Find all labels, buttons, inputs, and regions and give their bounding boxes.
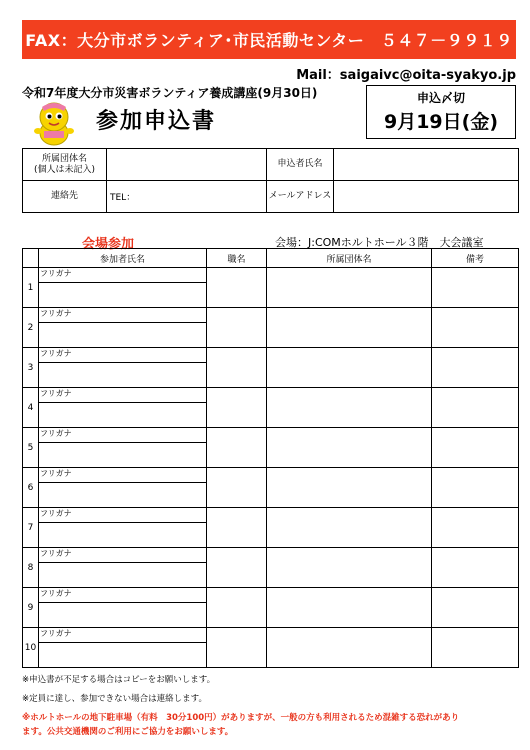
col-header-job-title: 職名 [207,249,267,268]
participant-name-input[interactable] [39,603,207,628]
course-subtitle: 令和7年度大分市災害ボランティア養成講座(9月30日) [22,86,318,100]
deadline-box [366,85,516,139]
row-number: 4 [23,388,39,428]
furigana-input[interactable]: フリガナ [39,348,207,363]
organization-input[interactable] [267,308,432,348]
registration-row [23,628,519,643]
row-number: 8 [23,548,39,588]
registration-row [23,348,519,363]
fax-banner: FAX：大分市ボランティア･市民活動センター ５４７－９９１９ [22,20,516,59]
furigana-input[interactable]: フリガナ [39,268,207,283]
organization-input[interactable] [267,428,432,468]
organization-input[interactable] [267,388,432,428]
col-header-name: 参加者氏名 [39,249,207,268]
row-number: 7 [23,508,39,548]
org-label-line1: 所属団体名 [41,153,87,164]
deadline-label: 申込〆切 [416,91,465,105]
tel-label: TEL： [110,193,136,203]
venue-info: 会場：J:COMホルトホール３階 大会議室 [275,236,484,249]
contact-label: 連絡先 [23,181,107,213]
participant-name-input[interactable] [39,403,207,428]
row-number: 10 [23,628,39,668]
job-title-input[interactable] [207,388,267,428]
furigana-input[interactable]: フリガナ [39,588,207,603]
remarks-input[interactable] [432,388,519,428]
furigana-input[interactable]: フリガナ [39,508,207,523]
organization-input[interactable] [267,508,432,548]
mascot-icon [30,100,78,150]
job-title-input[interactable] [207,428,267,468]
remarks-input[interactable] [432,548,519,588]
remarks-input[interactable] [432,268,519,308]
job-title-input[interactable] [207,588,267,628]
furigana-input[interactable]: フリガナ [39,428,207,443]
participant-name-input[interactable] [39,443,207,468]
remarks-input[interactable] [432,508,519,548]
furigana-input[interactable]: フリガナ [39,468,207,483]
note-parking [22,711,459,739]
note-parking-line1: ※ホルトホールの地下駐車場（有料 30分100円）がありますが、一般の方も利用されるため混雑する恐れがあり [22,713,460,723]
registration-row [23,388,519,403]
participant-name-input[interactable] [39,363,207,388]
row-number: 6 [23,468,39,508]
email-input[interactable] [334,181,519,213]
deadline-date: 9月19日(金) [383,111,499,133]
row-number: 9 [23,588,39,628]
registration-row [23,308,519,323]
remarks-input[interactable] [432,468,519,508]
remarks-input[interactable] [432,428,519,468]
row-number-header [23,249,39,268]
org-label [23,149,107,181]
note-parking-line2: ます。公共交通機関のご利用にご協力をお願いします。 [22,727,234,737]
page-title: 参加申込書 [96,109,217,134]
remarks-input[interactable] [432,348,519,388]
job-title-input[interactable] [207,308,267,348]
row-number: 1 [23,268,39,308]
registration-row [23,588,519,603]
col-header-remarks: 備考 [432,249,519,268]
registration-row [23,508,519,523]
organization-input[interactable] [267,628,432,668]
organization-input[interactable] [267,588,432,628]
participant-name-input[interactable] [39,563,207,588]
remarks-input[interactable] [432,628,519,668]
applicant-name-input[interactable] [334,149,519,181]
row-number: 3 [23,348,39,388]
organization-input[interactable] [267,468,432,508]
mail-address: Mail：saigaivc@oita-syakyo.jp [296,68,516,83]
job-title-input[interactable] [207,508,267,548]
job-title-input[interactable] [207,468,267,508]
furigana-input[interactable]: フリガナ [39,388,207,403]
registration-row [23,428,519,443]
remarks-input[interactable] [432,308,519,348]
org-input[interactable] [107,149,267,181]
participant-name-input[interactable] [39,643,207,668]
note-capacity: ※定員に達し、参加できない場合は連絡します。 [22,694,207,704]
participant-name-input[interactable] [39,483,207,508]
remarks-input[interactable] [432,588,519,628]
venue-heading: 会場参加 [82,237,135,252]
job-title-input[interactable] [207,348,267,388]
col-header-organization: 所属団体名 [267,249,432,268]
organization-input[interactable] [267,348,432,388]
row-number: 5 [23,428,39,468]
registration-row [23,548,519,563]
email-label: メールアドレス [267,181,334,213]
registration-row [23,268,519,283]
row-number: 2 [23,308,39,348]
job-title-input[interactable] [207,628,267,668]
participant-name-input[interactable] [39,523,207,548]
furigana-input[interactable]: フリガナ [39,548,207,563]
applicant-name-label: 申込者氏名 [267,149,334,181]
tel-input[interactable] [107,181,267,213]
applicant-info-table [22,148,519,213]
org-label-line2: (個人は未記入) [33,164,96,175]
organization-input[interactable] [267,548,432,588]
registration-row [23,468,519,483]
participant-name-input[interactable] [39,323,207,348]
job-title-input[interactable] [207,268,267,308]
registration-table [22,248,519,668]
furigana-input[interactable]: フリガナ [39,308,207,323]
furigana-input[interactable]: フリガナ [39,628,207,643]
job-title-input[interactable] [207,548,267,588]
participant-name-input[interactable] [39,283,207,308]
note-copy: ※申込書が不足する場合はコピーをお願いします。 [22,675,216,685]
organization-input[interactable] [267,268,432,308]
